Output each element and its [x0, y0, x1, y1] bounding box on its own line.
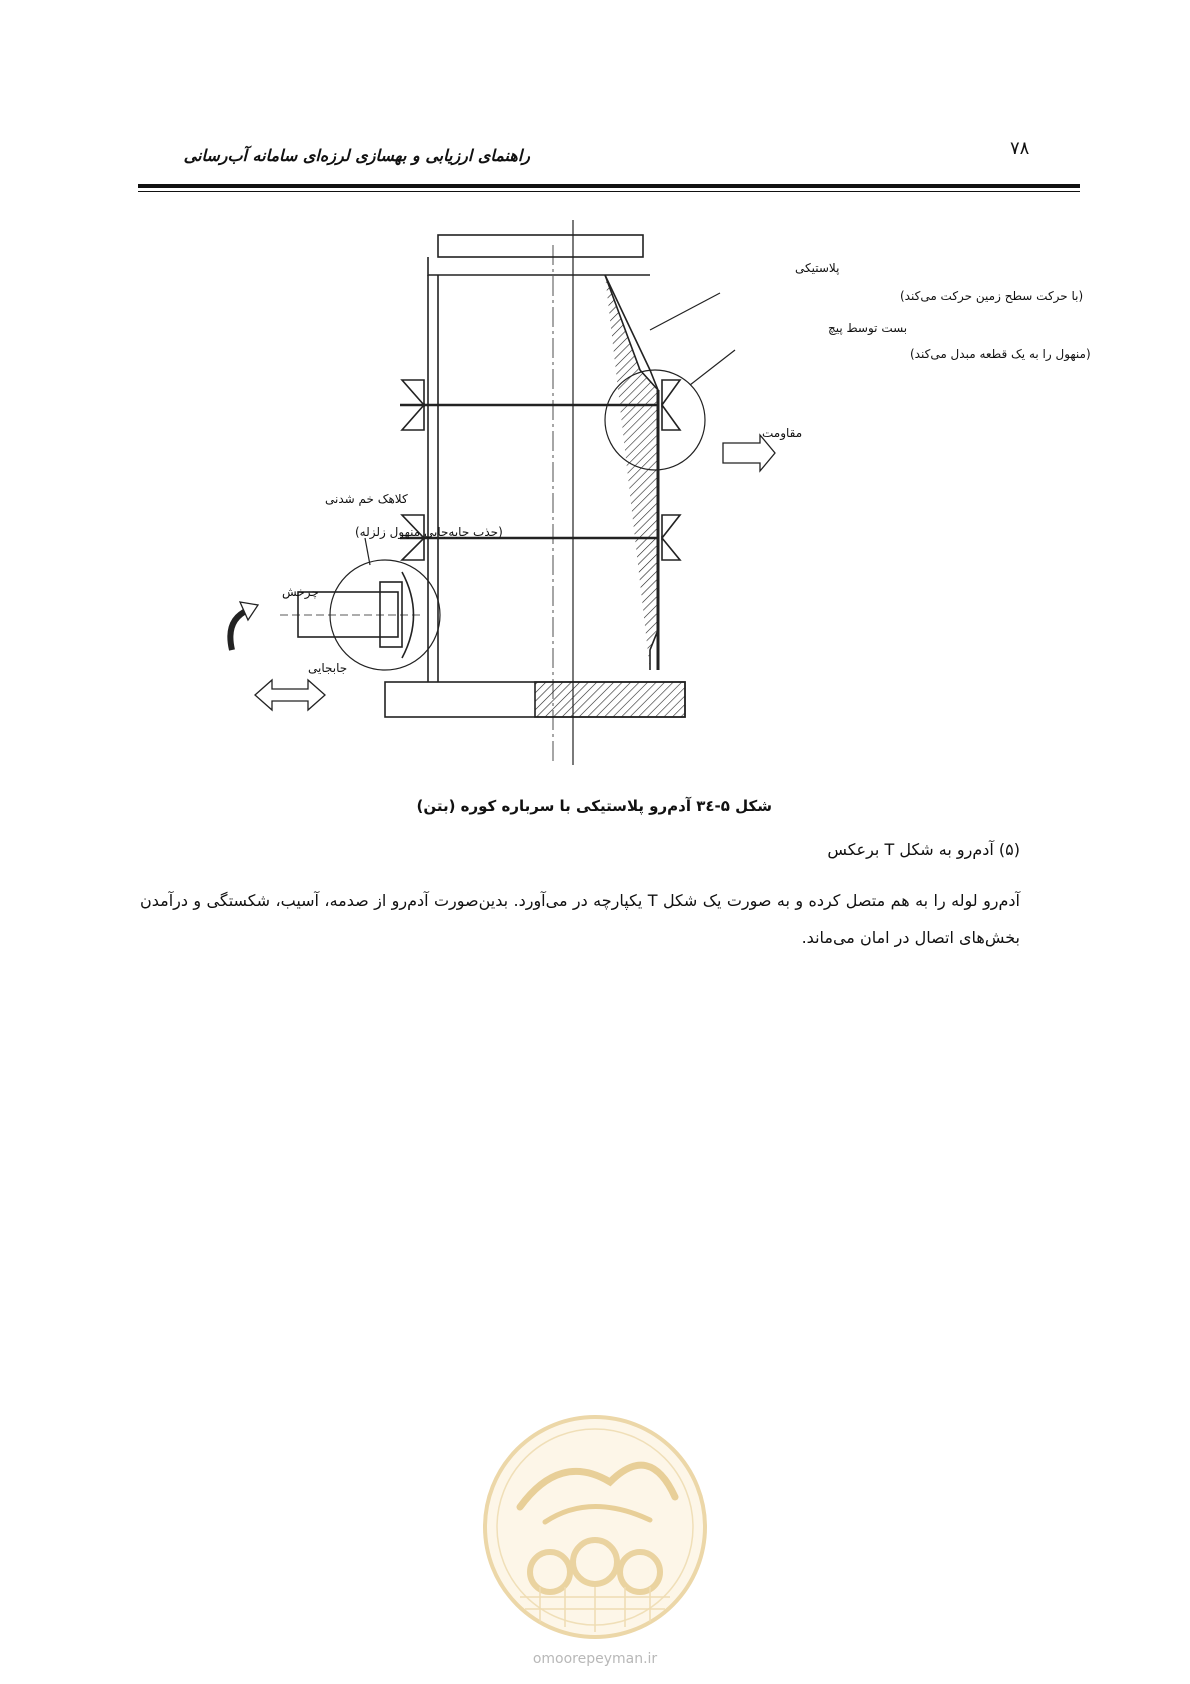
clamp-right-lower: [662, 515, 680, 538]
page-number: ۷۸: [1010, 138, 1030, 159]
displacement-arrow: [255, 680, 325, 710]
figure-caption: شکل ۵-۳٤ آدم‌رو پلاستیکی با سرباره کوره (بتن): [416, 797, 772, 815]
label-screw-clamp: بست توسط پیچ: [828, 321, 908, 335]
top-cover: [438, 235, 643, 257]
label-plastic: پلاستیکی: [795, 261, 840, 275]
watermark-url: omoorepeyman.ir: [532, 1651, 658, 1667]
label-rotation: چرخش: [282, 585, 319, 599]
base-slab-hatched: [535, 682, 685, 717]
running-header: راهنمای ارزیابی و بهسازی لرزه‌ای سامانه آب‌رسانی: [183, 146, 530, 165]
label-moves-with-ground: (با حرکت سطح زمین حرکت می‌کند): [900, 289, 1084, 303]
label-absorb-displacement: (جذب جابه‌جایی منهول زلزله): [355, 525, 503, 539]
manhole-drawing: [210, 220, 1091, 795]
manhole-figure: [210, 220, 1091, 795]
seal-logo-icon: [480, 1412, 710, 1642]
header-rule-thin: [138, 191, 1080, 192]
clamp-right-upper: [662, 380, 680, 405]
watermark-seal: [480, 1412, 710, 1642]
label-flex-cap: کلاهک خم شدنی: [325, 492, 408, 506]
top-ring: [428, 257, 650, 275]
label-one-piece: (منهول را به یک قطعه مبدل می‌کند): [910, 347, 1091, 361]
body-paragraph: آدم‌رو لوله را به هم متصل کرده و به صورت یک شکل T یکپارچه در می‌آورد. بدین‌صورت آدم‌رو از صدمه، آسیب، شکستگی و درآمدن بخش‌های اتصال در امان می‌ماند.: [140, 891, 1020, 947]
resistance-arrow: [723, 435, 775, 471]
item-heading: (۵) آدم‌رو به شکل T برعکس: [827, 840, 1020, 859]
label-resistance: مقاومت: [762, 426, 803, 440]
label-displacement: جابجایی: [308, 661, 348, 675]
header-rule-thick: [138, 184, 1080, 188]
clamp-left-upper: [402, 380, 424, 405]
right-wall-hatched: [605, 275, 658, 670]
